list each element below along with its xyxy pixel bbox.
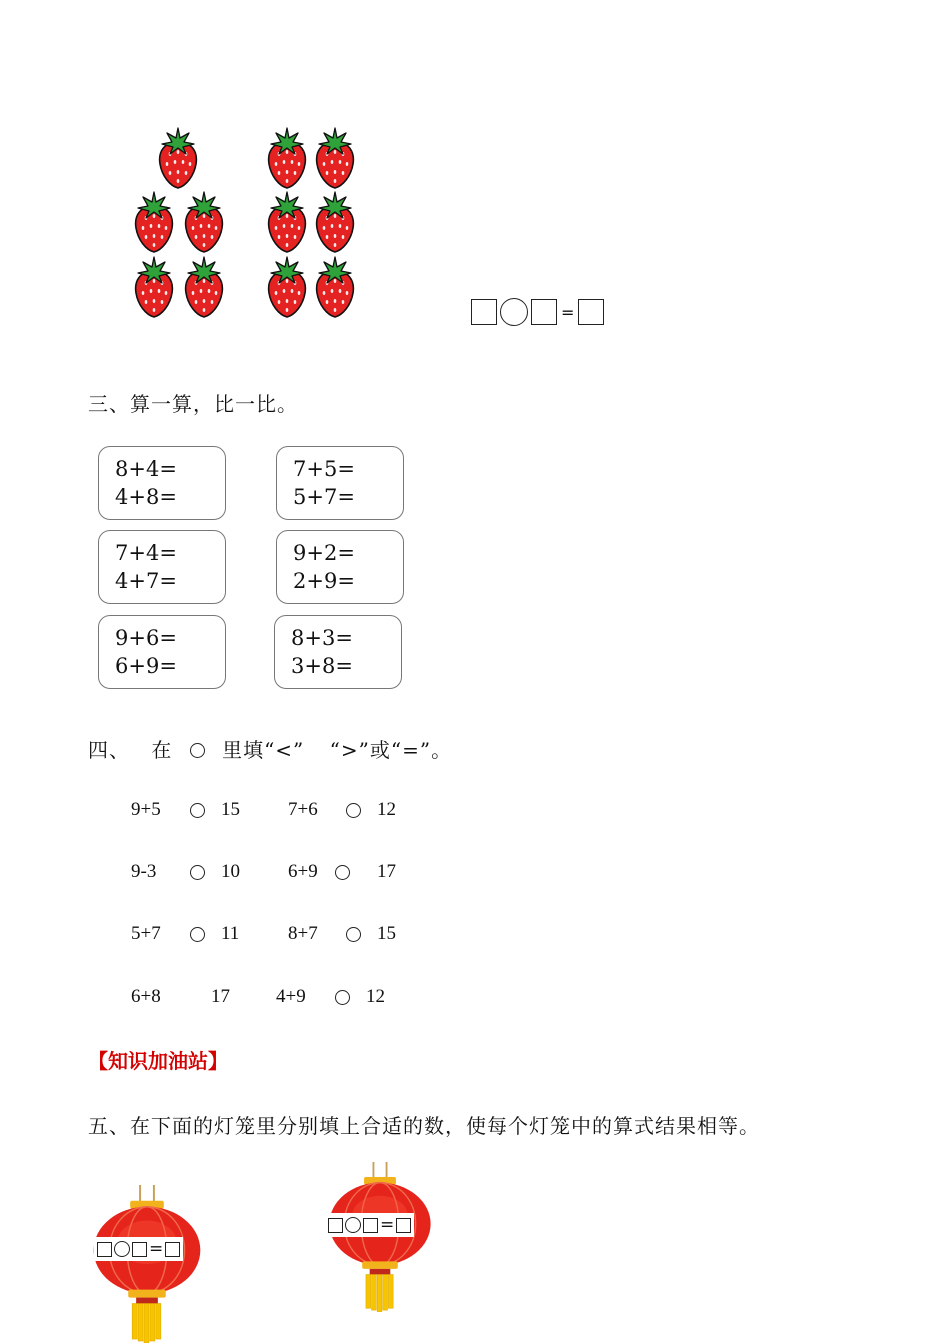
calc-line[interactable]: 8+4= [115, 457, 177, 481]
section4-title [88, 734, 452, 763]
calc-line[interactable]: 4+8= [115, 485, 177, 509]
calc-box [98, 446, 226, 520]
answer-square[interactable] [578, 299, 604, 325]
compare-left: 7+6 [288, 799, 318, 820]
calc-line[interactable]: 6+9= [115, 654, 177, 678]
strawberry-icon [267, 255, 307, 319]
answer-square[interactable] [531, 299, 557, 325]
strawberry-icon [134, 190, 174, 254]
operator-circle[interactable] [114, 1241, 130, 1257]
strawberry-icon [315, 190, 355, 254]
calc-line[interactable]: 4+7= [115, 569, 177, 593]
calc-line[interactable]: 2+9= [293, 569, 355, 593]
section4-word-in: 在 [151, 738, 173, 762]
answer-square[interactable] [363, 1218, 378, 1233]
lantern-equation [325, 1213, 414, 1237]
circle-icon [190, 743, 205, 758]
section4-number: 四、 [88, 738, 130, 762]
operator-circle[interactable] [345, 1217, 361, 1233]
compare-left: 6+9 [288, 861, 318, 882]
compare-circle[interactable] [346, 927, 361, 942]
strawberry-icon [315, 255, 355, 319]
knowledge-station-label: 【知识加油站】 [88, 1049, 228, 1073]
compare-left: 6+8 [131, 986, 161, 1007]
compare-circle[interactable] [335, 865, 350, 880]
compare-right: 15 [377, 923, 396, 944]
calc-box [274, 615, 402, 689]
compare-left: 9-3 [131, 861, 157, 882]
calc-line[interactable]: 7+4= [115, 541, 177, 565]
compare-circle[interactable] [335, 990, 350, 1005]
calc-line[interactable]: 3+8= [291, 654, 353, 678]
calc-box [98, 615, 226, 689]
compare-left: 4+9 [276, 986, 306, 1007]
compare-right: 15 [221, 799, 240, 820]
picture-equation [471, 298, 604, 326]
answer-square[interactable] [165, 1242, 180, 1257]
compare-left: 5+7 [131, 923, 161, 944]
operator-circle[interactable] [500, 298, 528, 326]
strawberry-icon [184, 190, 224, 254]
compare-circle[interactable] [346, 803, 361, 818]
compare-right: 17 [377, 861, 396, 882]
calc-line[interactable]: 9+2= [293, 541, 355, 565]
answer-square[interactable] [97, 1242, 112, 1257]
strawberry-icon [315, 126, 355, 190]
section4-symbols-a: 里填“<” [222, 738, 305, 762]
strawberry-icon [184, 255, 224, 319]
strawberry-icon [267, 190, 307, 254]
calc-line[interactable]: 8+3= [291, 626, 353, 650]
answer-square[interactable] [471, 299, 497, 325]
compare-right: 11 [221, 923, 240, 944]
calc-box [276, 446, 404, 520]
lantern-equation [94, 1237, 183, 1261]
calc-box [276, 530, 404, 604]
answer-square[interactable] [396, 1218, 411, 1233]
calc-line[interactable]: 9+6= [115, 626, 177, 650]
compare-circle[interactable] [190, 927, 205, 942]
calc-line[interactable]: 7+5= [293, 457, 355, 481]
strawberry-icon [134, 255, 174, 319]
compare-right: 12 [377, 799, 396, 820]
compare-circle[interactable] [190, 865, 205, 880]
compare-left: 9+5 [131, 799, 161, 820]
section3-title: 三、算一算，比一比。 [88, 392, 298, 416]
calc-line[interactable]: 5+7= [293, 485, 355, 509]
lantern-icon [92, 1185, 202, 1343]
compare-right: 10 [221, 861, 240, 882]
equals-sign: = [149, 1239, 164, 1259]
answer-square[interactable] [132, 1242, 147, 1257]
equals-sign: = [561, 302, 575, 322]
calc-box [98, 530, 226, 604]
compare-left: 8+7 [288, 923, 318, 944]
strawberry-icon [158, 126, 198, 190]
section4-symbols-b: “>”或“=”。 [329, 738, 453, 762]
strawberry-icon [267, 126, 307, 190]
answer-square[interactable] [328, 1218, 343, 1233]
compare-circle[interactable] [190, 803, 205, 818]
section5-title: 五、在下面的灯笼里分别填上合适的数，使每个灯笼中的算式结果相等。 [88, 1114, 760, 1138]
compare-right: 17 [211, 986, 230, 1007]
equals-sign: = [380, 1215, 395, 1235]
compare-right: 12 [366, 986, 385, 1007]
lantern-icon [327, 1162, 433, 1312]
